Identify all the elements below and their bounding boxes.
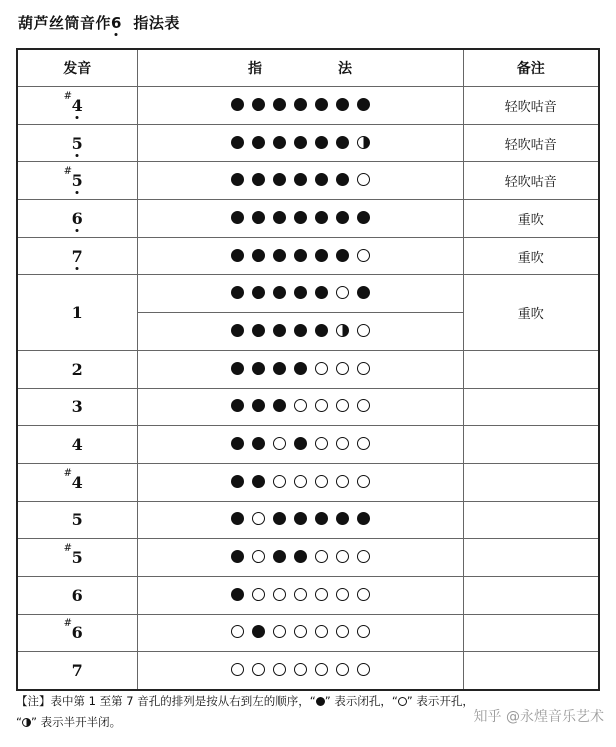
remark-cell: 重吹 — [463, 275, 599, 350]
open-hole-icon — [273, 625, 286, 638]
open-hole-icon — [294, 588, 307, 601]
closed-hole-icon — [294, 173, 307, 186]
closed-hole-icon — [252, 98, 265, 111]
open-hole-icon — [252, 512, 265, 525]
table-row — [17, 576, 599, 614]
note-label — [63, 543, 83, 568]
footnote-text: ” 表示闭孔，“ — [324, 694, 398, 708]
open-hole-icon — [273, 663, 286, 676]
remark-cell: 轻吹咕音 — [463, 87, 599, 125]
open-hole-icon — [273, 475, 286, 488]
hole-pattern — [231, 211, 370, 224]
note-cell — [17, 614, 137, 652]
fingering-cell — [137, 652, 463, 690]
closed-hole-icon — [273, 324, 286, 337]
remark-cell — [463, 388, 599, 426]
closed-hole-icon — [315, 173, 328, 186]
closed-hole-icon — [315, 286, 328, 299]
open-hole-icon — [357, 399, 370, 412]
closed-hole-icon — [315, 324, 328, 337]
open-hole-icon — [273, 588, 286, 601]
closed-hole-icon — [294, 437, 307, 450]
note-cell — [17, 463, 137, 501]
footnote-text: ” 表示开孔， — [406, 694, 474, 708]
note-label — [71, 133, 83, 153]
note-label — [72, 512, 83, 528]
header-remark: 备注 — [463, 49, 599, 87]
closed-hole-icon — [231, 512, 244, 525]
closed-hole-icon — [273, 98, 286, 111]
closed-hole-icon — [273, 136, 286, 149]
remark-cell: 轻吹咕音 — [463, 162, 599, 200]
header-note: 发音 — [17, 49, 137, 87]
note-cell — [17, 275, 137, 350]
open-hole-icon — [336, 550, 349, 563]
open-hole-icon — [336, 475, 349, 488]
note-number: 7 — [71, 246, 83, 266]
note-number: 4 — [71, 435, 83, 455]
closed-hole-icon — [252, 625, 265, 638]
fingering-cell — [137, 576, 463, 614]
closed-hole-icon — [231, 475, 244, 488]
fingering-cell — [137, 200, 463, 238]
closed-hole-icon — [273, 399, 286, 412]
closed-hole-icon — [273, 550, 286, 563]
closed-hole-icon — [273, 249, 286, 262]
closed-hole-icon — [294, 136, 307, 149]
note-label — [72, 437, 83, 453]
closed-hole-icon — [231, 286, 244, 299]
note-cell — [17, 350, 137, 388]
open-hole-icon — [315, 437, 328, 450]
closed-hole-icon — [252, 362, 265, 375]
page-title — [18, 12, 180, 33]
sharp-sign: # — [63, 543, 73, 555]
closed-hole-icon — [294, 98, 307, 111]
note-label — [71, 585, 83, 605]
table-row — [17, 237, 599, 275]
fingering-cell — [137, 539, 463, 577]
note-label — [72, 399, 83, 415]
open-hole-icon — [252, 550, 265, 563]
closed-hole-icon — [315, 136, 328, 149]
closed-hole-icon — [252, 249, 265, 262]
hole-pattern — [231, 98, 370, 111]
hole-pattern — [231, 588, 370, 601]
note-number: 5 — [71, 510, 83, 530]
closed-hole-icon — [336, 512, 349, 525]
closed-hole-icon — [294, 286, 307, 299]
remark-cell — [463, 426, 599, 464]
closed-hole-icon — [252, 475, 265, 488]
footnote-text: ” 表示半开半闭。 — [30, 715, 122, 729]
note-number: 6 — [71, 623, 83, 643]
open-hole-icon — [231, 663, 244, 676]
closed-hole-icon — [316, 697, 325, 706]
closed-hole-icon — [357, 98, 370, 111]
table-row — [17, 426, 599, 464]
closed-hole-icon — [231, 550, 244, 563]
open-hole-icon — [398, 697, 407, 706]
closed-hole-icon — [294, 512, 307, 525]
note-number: 2 — [71, 359, 83, 379]
note-cell — [17, 162, 137, 200]
hole-pattern — [231, 399, 370, 412]
open-hole-icon — [315, 625, 328, 638]
closed-hole-icon — [357, 286, 370, 299]
closed-hole-icon — [231, 211, 244, 224]
note-cell — [17, 426, 137, 464]
table-row — [17, 87, 599, 125]
note-cell — [17, 576, 137, 614]
closed-hole-icon — [252, 399, 265, 412]
note-number: 6 — [71, 208, 83, 228]
note-label — [63, 618, 83, 643]
remark-cell — [463, 614, 599, 652]
sharp-sign: # — [63, 166, 73, 178]
hole-pattern — [231, 663, 370, 676]
open-hole-icon — [357, 475, 370, 488]
open-hole-icon — [336, 399, 349, 412]
fingering-cell — [137, 426, 463, 464]
closed-hole-icon — [252, 437, 265, 450]
closed-hole-icon — [294, 324, 307, 337]
table-row — [17, 463, 599, 501]
note-label — [71, 208, 83, 228]
hole-pattern — [231, 512, 370, 525]
fingering-cell — [137, 614, 463, 652]
half-hole-icon — [336, 324, 349, 337]
table-row — [17, 652, 599, 690]
note-cell — [17, 200, 137, 238]
note-number: 4 — [71, 472, 83, 492]
note-number: 5 — [71, 133, 83, 153]
open-hole-icon — [252, 588, 265, 601]
note-cell — [17, 237, 137, 275]
open-hole-icon — [357, 588, 370, 601]
fingering-cell — [137, 350, 463, 388]
table-row — [17, 124, 599, 162]
closed-hole-icon — [252, 211, 265, 224]
closed-hole-icon — [336, 249, 349, 262]
closed-hole-icon — [231, 98, 244, 111]
sharp-sign: # — [63, 467, 73, 479]
closed-hole-icon — [336, 136, 349, 149]
fingering-cell — [137, 388, 463, 426]
fingering-cell — [137, 162, 463, 200]
closed-hole-icon — [315, 249, 328, 262]
sharp-sign: # — [63, 618, 73, 630]
table-header-row — [17, 49, 599, 87]
open-hole-icon — [315, 550, 328, 563]
closed-hole-icon — [273, 512, 286, 525]
open-hole-icon — [315, 475, 328, 488]
open-hole-icon — [315, 362, 328, 375]
fingering-cell — [137, 87, 463, 125]
closed-hole-icon — [252, 324, 265, 337]
open-hole-icon — [336, 362, 349, 375]
open-hole-icon — [336, 625, 349, 638]
remark-cell — [463, 463, 599, 501]
open-hole-icon — [273, 437, 286, 450]
closed-hole-icon — [294, 249, 307, 262]
open-hole-icon — [336, 663, 349, 676]
note-label — [63, 90, 83, 115]
note-cell — [17, 388, 137, 426]
note-number: 1 — [71, 303, 83, 323]
fingering-table — [16, 48, 600, 691]
note-cell — [17, 87, 137, 125]
sharp-sign: # — [63, 90, 73, 102]
open-hole-icon — [252, 663, 265, 676]
remark-cell — [463, 652, 599, 690]
closed-hole-icon — [231, 437, 244, 450]
note-number: 5 — [71, 171, 83, 191]
fingering-cell — [137, 313, 463, 351]
remark-cell — [463, 539, 599, 577]
header-fingering-char: 法 — [338, 61, 352, 77]
remark-cell: 轻吹咕音 — [463, 124, 599, 162]
table-row — [17, 162, 599, 200]
hole-pattern — [231, 475, 370, 488]
table-row — [17, 614, 599, 652]
title-suffix: 指法表 — [121, 14, 180, 32]
open-hole-icon — [294, 399, 307, 412]
closed-hole-icon — [336, 173, 349, 186]
note-label — [63, 166, 83, 191]
closed-hole-icon — [252, 286, 265, 299]
open-hole-icon — [315, 399, 328, 412]
closed-hole-icon — [315, 98, 328, 111]
closed-hole-icon — [294, 211, 307, 224]
open-hole-icon — [315, 663, 328, 676]
open-hole-icon — [336, 437, 349, 450]
closed-hole-icon — [357, 512, 370, 525]
closed-hole-icon — [273, 211, 286, 224]
fingering-cell — [137, 124, 463, 162]
closed-hole-icon — [315, 211, 328, 224]
closed-hole-icon — [273, 173, 286, 186]
table-row — [17, 388, 599, 426]
closed-hole-icon — [273, 362, 286, 375]
closed-hole-icon — [294, 550, 307, 563]
remark-cell — [463, 576, 599, 614]
remark-cell — [463, 501, 599, 539]
open-hole-icon — [336, 286, 349, 299]
closed-hole-icon — [336, 211, 349, 224]
remark-cell: 重吹 — [463, 200, 599, 238]
footnote-text: “ — [16, 715, 22, 729]
hole-pattern — [231, 249, 370, 262]
open-hole-icon — [294, 475, 307, 488]
open-hole-icon — [231, 625, 244, 638]
note-label — [63, 467, 83, 492]
open-hole-icon — [357, 663, 370, 676]
note-label — [71, 359, 83, 379]
table-row — [17, 350, 599, 388]
note-cell — [17, 652, 137, 690]
note-label — [71, 246, 83, 266]
fingering-cell — [137, 463, 463, 501]
remark-cell — [463, 350, 599, 388]
header-fingering-char: 指 — [248, 61, 262, 77]
table-row — [17, 501, 599, 539]
open-hole-icon — [357, 249, 370, 262]
table-row — [17, 275, 599, 313]
title-prefix: 葫芦丝筒音作 — [18, 14, 112, 32]
hole-pattern — [231, 550, 370, 563]
open-hole-icon — [357, 324, 370, 337]
note-number: 4 — [71, 95, 83, 115]
hole-pattern — [231, 324, 370, 337]
hole-pattern — [231, 173, 370, 186]
closed-hole-icon — [231, 399, 244, 412]
note-cell — [17, 501, 137, 539]
remark-cell: 重吹 — [463, 237, 599, 275]
open-hole-icon — [294, 663, 307, 676]
closed-hole-icon — [357, 211, 370, 224]
note-number: 7 — [71, 661, 83, 681]
open-hole-icon — [294, 625, 307, 638]
table-row — [17, 200, 599, 238]
note-cell — [17, 124, 137, 162]
closed-hole-icon — [336, 98, 349, 111]
note-number: 3 — [71, 397, 83, 417]
closed-hole-icon — [294, 362, 307, 375]
table-body — [17, 87, 599, 691]
open-hole-icon — [357, 362, 370, 375]
note-label — [72, 305, 83, 321]
title-key-note: 6 — [111, 14, 122, 32]
open-hole-icon — [357, 550, 370, 563]
fingering-cell — [137, 275, 463, 313]
closed-hole-icon — [252, 173, 265, 186]
note-cell — [17, 539, 137, 577]
fingering-cell — [137, 501, 463, 539]
hole-pattern — [231, 625, 370, 638]
closed-hole-icon — [231, 136, 244, 149]
footnote-text: 【注】表中第 1 至第 7 音孔的排列是按从右到左的顺序，“ — [16, 694, 316, 708]
closed-hole-icon — [231, 173, 244, 186]
closed-hole-icon — [273, 286, 286, 299]
open-hole-icon — [336, 588, 349, 601]
header-fingering — [137, 49, 463, 87]
closed-hole-icon — [231, 588, 244, 601]
open-hole-icon — [357, 437, 370, 450]
note-number: 5 — [71, 548, 83, 568]
closed-hole-icon — [315, 512, 328, 525]
half-hole-icon — [22, 718, 31, 727]
closed-hole-icon — [252, 136, 265, 149]
open-hole-icon — [315, 588, 328, 601]
hole-pattern — [231, 136, 370, 149]
half-hole-icon — [357, 136, 370, 149]
note-label — [72, 663, 83, 679]
hole-pattern — [231, 286, 370, 299]
closed-hole-icon — [231, 324, 244, 337]
hole-pattern — [231, 362, 370, 375]
closed-hole-icon — [231, 249, 244, 262]
table-row — [17, 539, 599, 577]
watermark: 知乎 @永煌音乐艺术 — [473, 709, 604, 725]
hole-pattern — [231, 437, 370, 450]
fingering-cell — [137, 237, 463, 275]
open-hole-icon — [357, 173, 370, 186]
open-hole-icon — [357, 625, 370, 638]
closed-hole-icon — [231, 362, 244, 375]
note-number: 6 — [71, 585, 83, 605]
